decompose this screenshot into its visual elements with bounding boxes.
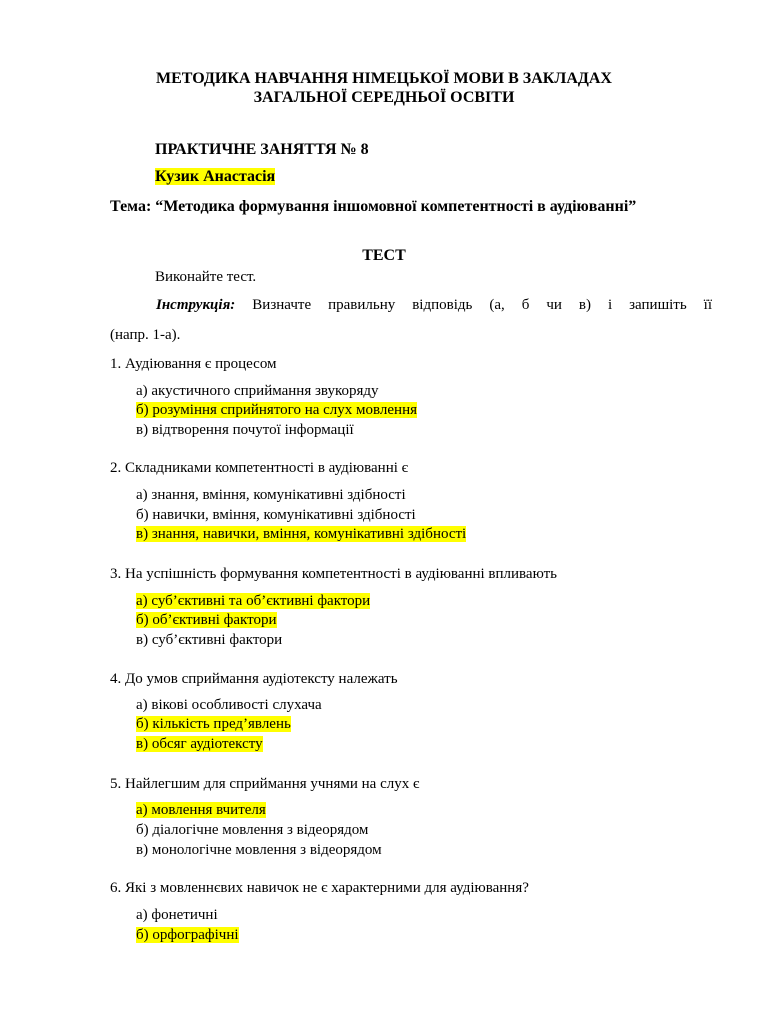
question-6-option-a: а) фонетичні [136,907,218,923]
instruction-line [110,296,712,315]
topic-text: “Методика формування іншомовної компетентності в аудіюванні” [155,198,637,215]
title-line-1: МЕТОДИКА НАВЧАННЯ НІМЕЦЬКОЇ МОВИ В ЗАКЛАДАХ [156,70,612,87]
question-1-option-a: а) акустичного сприймання звукоряду [136,383,379,399]
student-name-text: Кузик Анастасія [155,168,276,185]
question-6: 6. Які з мовленнєвих навичок не є характерними для аудіювання? [110,880,529,896]
question-2-option-a: а) знання, вміння, комунікативні здібності [136,487,406,503]
question-5: 5. Найлегшим для сприймання учнями на слух є [110,776,420,792]
topic-label: Тема: [110,198,152,215]
question-2-option-c [136,525,466,544]
instruction-example: (напр. 1-а). [110,327,181,343]
question-1: 1. Аудіювання є процесом [110,356,277,372]
question-4: 4. До умов сприймання аудіотексту належать [110,671,398,687]
question-3-option-c: в) суб’єктивні фактори [136,632,283,648]
lesson-heading: ПРАКТИЧНЕ ЗАНЯТТЯ № 8 [155,141,369,158]
correct-answer: в) знання, навички, вміння, комунікативні здібності [136,526,467,542]
instruction-text: Визначте правильну відповідь (а, б чи в) і запишіть її [252,297,713,313]
question-2-option-b: б) навички, вміння, комунікативні здібності [136,507,416,523]
instruction-label: Інструкція: [156,297,236,313]
task-text: Виконайте тест. [155,269,257,285]
question-3-option-a [136,592,370,611]
title-line-2: ЗАГАЛЬНОЇ СЕРЕДНЬОЇ ОСВІТИ [253,89,515,106]
question-5-option-c: в) монологічне мовлення з відеорядом [136,842,382,858]
correct-answer: а) мовлення вчителя [136,802,266,818]
student-name [155,167,275,186]
question-3: 3. На успішність формування компетентності в аудіюванні впливають [110,566,557,582]
question-4-option-c [136,735,263,754]
correct-answer: а) суб’єктивні та об’єктивні фактори [136,593,371,609]
correct-answer: в) обсяг аудіотексту [136,736,263,752]
correct-answer: б) орфографічні [136,927,239,943]
document-title [0,69,768,107]
correct-answer: б) розуміння сприйнятого на слух мовлення [136,402,418,418]
question-1-option-b [136,401,417,420]
instruction-block [110,296,712,345]
correct-answer: б) кількість пред’явлень [136,716,291,732]
question-4-option-a: а) вікові особливості слухача [136,697,322,713]
question-3-option-b [136,611,277,630]
topic-line [110,197,636,216]
question-6-option-b [136,926,239,945]
correct-answer: б) об’єктивні фактори [136,612,277,628]
section-heading: ТЕСТ [362,247,406,264]
question-1-option-c: в) відтворення почутої інформації [136,422,354,438]
question-5-option-b: б) діалогічне мовлення з відеорядом [136,822,369,838]
question-5-option-a [136,801,266,820]
question-4-option-b [136,715,291,734]
question-2: 2. Складниками компетентності в аудіюванні є [110,460,409,476]
